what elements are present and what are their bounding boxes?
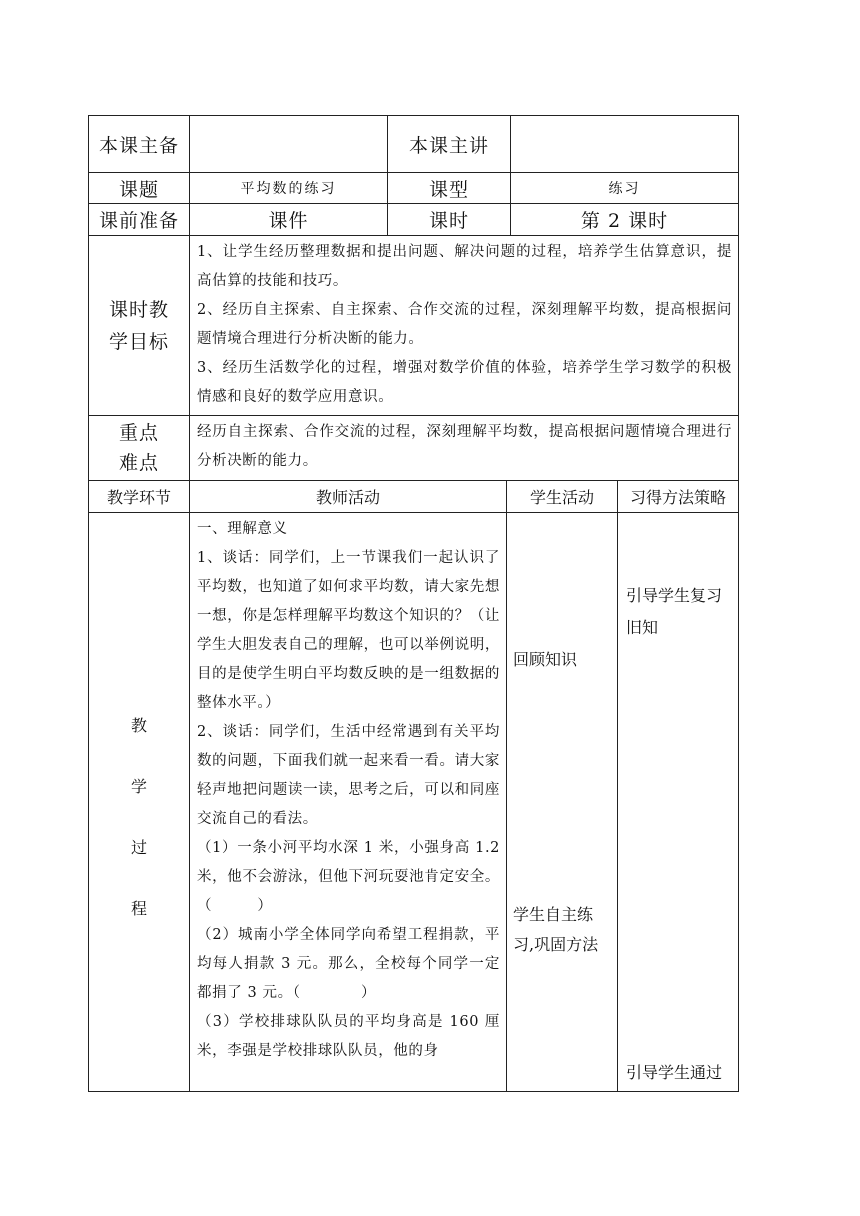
- type-label: 课型: [428, 178, 469, 201]
- stage-char: 程: [130, 899, 147, 918]
- stage-vertical-label: [89, 695, 189, 945]
- teacher-paragraph: （2）城南小学全体同学向希望工程捐款，平均每人捐款 3 元。那么，全校每个同学一定都捐了 3 元。（ ）: [197, 927, 500, 1001]
- method-note-guide: 引导学生通过: [626, 1063, 723, 1082]
- teacher-activities: [197, 515, 500, 1089]
- col-header-method: 习得方法策略: [629, 488, 726, 507]
- teacher-paragraph: （1）一条小河平均水深 1 米，小强身高 1.2 米，他不会游泳，但他下河玩耍池肯定安全。（ ）: [197, 840, 500, 914]
- teacher-paragraph: 2、谈话：同学们，生活中经常遇到有关平均数的问题，下面我们就一起来看一看。请大家轻声地把问题读一读，思考之后，可以和同座交流自己的看法。: [197, 724, 500, 827]
- topic-label: 课题: [118, 178, 159, 201]
- type-value: 练习: [608, 181, 641, 197]
- prep-value: 课件: [268, 210, 309, 232]
- method-note-review: 引导学生复习旧知: [626, 586, 723, 637]
- col-header-student: 学生活动: [529, 488, 594, 507]
- student-note-practice: 学生自主练习,巩固方法: [513, 905, 599, 954]
- period-value: 第 2 课时: [580, 210, 669, 232]
- goals-list: [197, 238, 732, 414]
- lecturer-label: 本课主讲: [408, 134, 489, 157]
- goal-item: 1、让学生经历整理数据和提出问题、解决问题的过程，培养学生估算意识，提高估算的技能和技巧。: [197, 244, 732, 289]
- goals-label-line2: 学目标: [108, 330, 169, 353]
- teacher-paragraph: （3）学校排球队队员的平均身高是 160 厘米，李强是学校排球队队员，他的身: [197, 1014, 500, 1059]
- goals-label-line1: 课时教: [108, 298, 169, 321]
- stage-char: 过: [130, 838, 147, 857]
- lecturer-value: [511, 116, 738, 172]
- key-points-text: 经历自主探索、合作交流的过程，深刻理解平均数，提高根据问题情境合理进行分析决断的能力。: [197, 424, 732, 469]
- preparer-label: 本课主备: [98, 134, 179, 157]
- stage-char: 学: [130, 777, 147, 796]
- prep-label: 课前准备: [98, 210, 179, 232]
- teacher-paragraph: 一、理解意义: [197, 521, 288, 537]
- key-points-label-line2: 难点: [118, 452, 159, 474]
- teacher-paragraph: 1、谈话：同学们，上一节课我们一起认识了平均数，也知道了如何求平均数，请大家先想一想，你是怎样理解平均数这个知识的？（让学生大胆发表自己的理解，也可以举例说明，目的是使学生明白平均数反映的是一组数据的整体水平。）: [197, 550, 500, 711]
- goals-label: [89, 236, 189, 415]
- period-label: 课时: [428, 210, 469, 232]
- key-points-label: [89, 416, 189, 480]
- col-header-stage: 教学环节: [106, 488, 171, 507]
- topic-value: 平均数的练习: [240, 181, 337, 197]
- stage-char: 教: [130, 716, 147, 735]
- goal-item: 2、经历自主探索、自主探索、合作交流的过程，深刻理解平均数，提高根据问题情境合理进行分析决断的能力。: [197, 302, 732, 347]
- goal-item: 3、经历生活数学化的过程，增强对数学价值的体验，培养学生学习数学的积极情感和良好的数学应用意识。: [197, 360, 732, 405]
- preparer-value: [190, 116, 387, 172]
- col-header-teacher: 教师活动: [315, 488, 380, 507]
- student-note-review: 回顾知识: [513, 650, 578, 669]
- key-points-label-line1: 重点: [118, 422, 159, 444]
